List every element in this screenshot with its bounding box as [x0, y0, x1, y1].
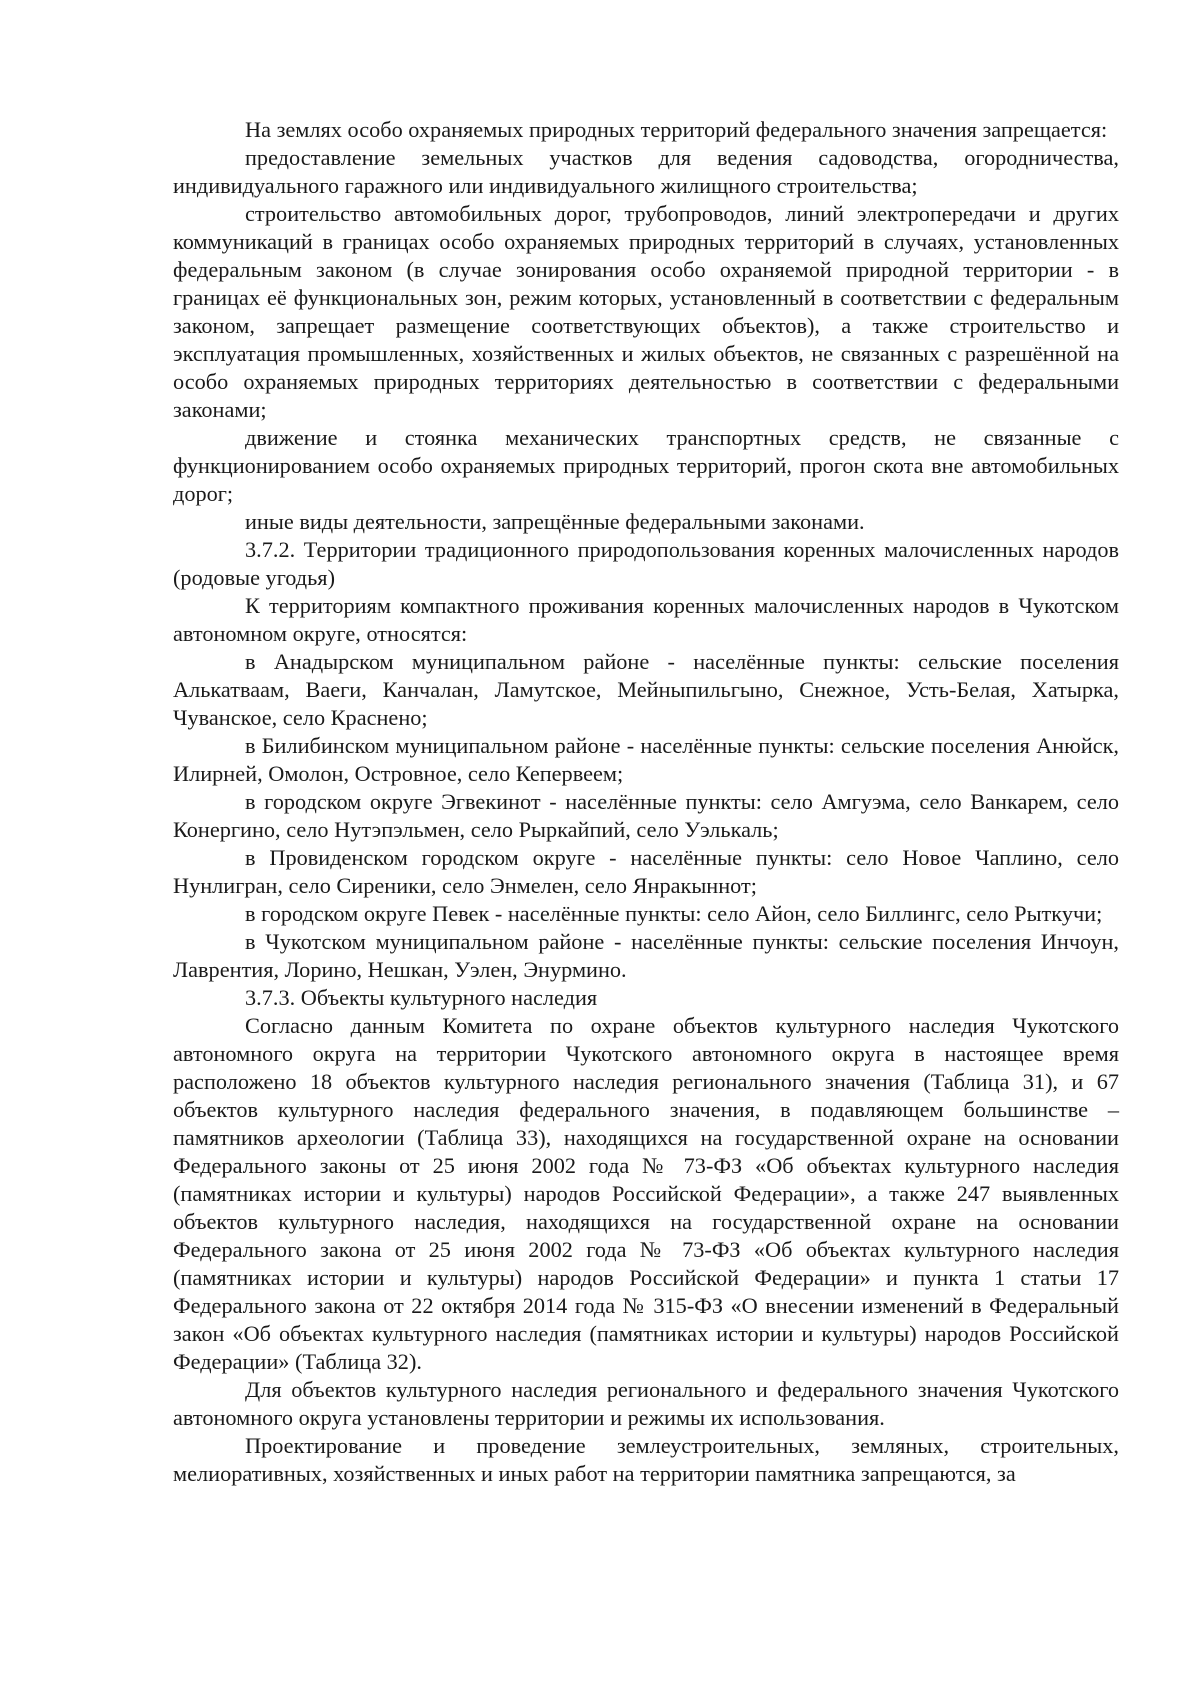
list-item-pevek-okrug: в городском округе Певек - населённые пункты: село Айон, село Биллингс, село Рыткучи;: [245, 901, 1103, 926]
paragraph-works-prohibited: Проектирование и проведение землеустроительных, земляных, строительных, мелиоративных, хозяйственных и иных работ на территории памятника запрещаются, за: [173, 1433, 1119, 1486]
paragraph-heritage-objects: Согласно данным Комитета по охране объектов культурного наследия Чукотского автономного округа на территории Чукотского автономного округа в настоящее время расположено 18 объектов культурного наследия регионального значения (Таблица 31), и 67 объектов культурного наследия федерального значения, в подавляющем большинстве – памятников археологии (Таблица 33), находящихся на государственной охране на основании Федерального законы от 25 июня 2002 года № 73-ФЗ «Об объектах культурного наследия (памятниках истории и культуры) народов Российской Федерации», а также 247 выявленных объектов культурного наследия, находящихся на государственной охране на основании Федерального закона от 25 июня 2002 года № 73-ФЗ «Об объектах культурного наследия (памятниках истории и культуры) народов Российской Федерации» и пункта 1 статьи 17 Федерального закона от 22 октября 2014 года № 315-ФЗ «О внесении изменений в Федеральный закон «Об объектах культурного наследия (памятниках истории и культуры) народов Российской Федерации» (Таблица 32).: [173, 1013, 1119, 1374]
paragraph-construction: строительство автомобильных дорог, трубопроводов, линий электропередачи и других коммуникаций в границах особо охраняемых природных территорий в случаях, установленных федеральным законом (в случае зонирования особо охраняемой природной территории - в границах её функциональных зон, режим которых, установленный в соответствии с федеральным законом, запрещает размещение соответствующих объектов), а также строительство и эксплуатация промышленных, хозяйственных и жилых объектов, не связанных с разрешённой на особо охраняемых природных территориях деятельностью в соответствии с федеральными законами;: [173, 201, 1119, 422]
section-heading-3-7-3: 3.7.3. Объекты культурного наследия: [245, 985, 598, 1010]
paragraph-prohibitions-intro: На землях особо охраняемых природных территорий федерального значения запрещается:: [245, 117, 1108, 142]
paragraph-compact-residence: К территориям компактного проживания коренных малочисленных народов в Чукотском автономном округе, относятся:: [173, 593, 1119, 646]
paragraph-other-activities: иные виды деятельности, запрещённые федеральными законами.: [245, 509, 865, 534]
list-item-bilibino-district: в Билибинском муниципальном районе - населённые пункты: сельские поселения Анюйск, Илирней, Омолон, Островное, село Кепервеем;: [173, 733, 1119, 786]
document-body: [173, 116, 1119, 1488]
list-item-egvekinot-okrug: в городском округе Эгвекинот - населённые пункты: село Амгуэма, село Ванкарем, село Конергино, село Нутэпэльмен, село Рыркайпий, село Уэлькаль;: [173, 789, 1119, 842]
list-item-provideniya-okrug: в Провиденском городском округе - населённые пункты: село Новое Чаплино, село Нунлигран, село Сиреники, село Энмелен, село Янракыннот;: [173, 845, 1119, 898]
paragraph-land-plots: предоставление земельных участков для ведения садоводства, огородничества, индивидуального гаражного или индивидуального жилищного строительства;: [173, 145, 1119, 198]
section-heading-3-7-2: 3.7.2. Территории традиционного природопользования коренных малочисленных народов (родовые угодья): [173, 537, 1119, 590]
list-item-anadyr-district: в Анадырском муниципальном районе - населённые пункты: сельские поселения Алькатваам, Ваеги, Канчалан, Ламутское, Мейныпильгыно, Снежное, Усть-Белая, Хатырка, Чуванское, село Краснено;: [173, 649, 1119, 730]
paragraph-vehicles: движение и стоянка механических транспортных средств, не связанные с функционированием особо охраняемых природных территорий, прогон скота вне автомобильных дорог;: [173, 425, 1119, 506]
paragraph-heritage-territories: Для объектов культурного наследия регионального и федерального значения Чукотского автономного округа установлены территории и режимы их использования.: [173, 1377, 1119, 1430]
list-item-chukotka-district: в Чукотском муниципальном районе - населённые пункты: сельские поселения Инчоун, Лаврентия, Лорино, Нешкан, Уэлен, Энурмино.: [173, 929, 1119, 982]
